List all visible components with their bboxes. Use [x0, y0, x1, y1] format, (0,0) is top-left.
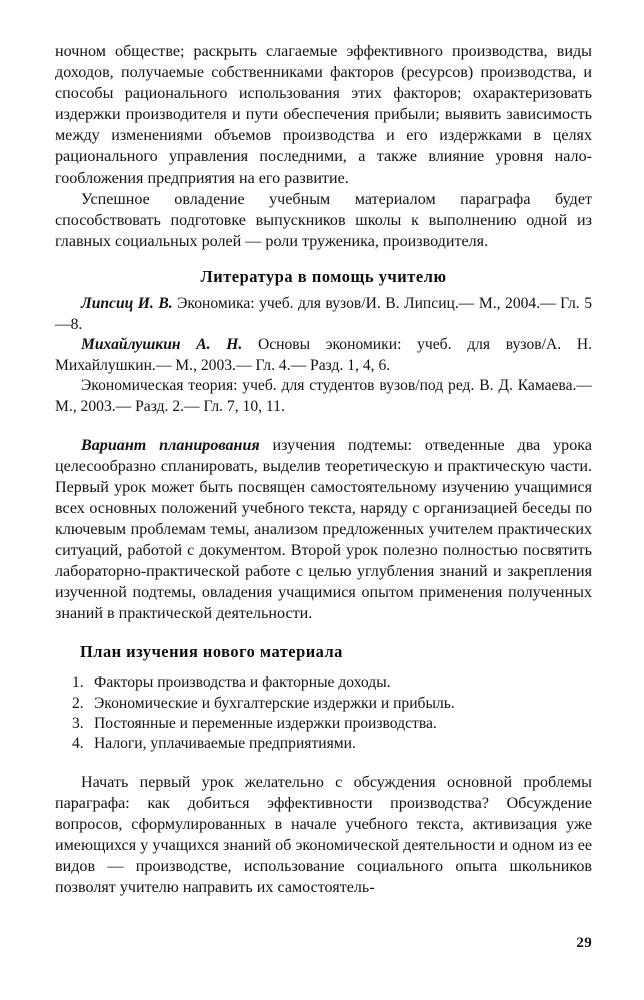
list-item-label: Постоянные и переменные издержки производства.	[94, 714, 437, 732]
list-item	[55, 694, 592, 714]
list-item-label: Экономические и бухгалтерские издержки и прибыль.	[94, 694, 455, 712]
list-item-number: 2.	[72, 694, 84, 712]
spacer-before-closing-paragraph	[55, 755, 592, 772]
list-item-number: 1.	[72, 674, 84, 692]
list-item-label: Налоги, уплачиваемые предприятиями.	[94, 735, 356, 753]
bibliography-author: Михайлушкин А. Н.	[81, 336, 243, 354]
heading-literature-for-teacher: Литература в помощь учителю	[200, 266, 447, 286]
plan-list	[55, 673, 592, 754]
paragraph-planning-variant	[55, 435, 592, 625]
list-item-label: Факторы производства и факторные доходы.	[94, 674, 391, 692]
page-text-column	[55, 41, 592, 898]
paragraph-successful-mastery: Успешное овладение учебным материалом параграфа будет способствовать подготовке выпускников школы к выполнению одной из главных социальных ролей — роли труженика, производителя.	[55, 190, 592, 250]
spacer-before-planning-paragraph	[55, 418, 592, 435]
list-item-number: 4.	[72, 735, 84, 753]
bibliography-details: Экономика: учеб. для вузов/И. В. Липсиц.— М., 2004.— Гл. 5—8.	[55, 294, 592, 333]
spacer-before-literature-heading	[55, 252, 592, 266]
spacer-before-plan-heading	[55, 624, 592, 641]
list-item	[55, 734, 592, 754]
spacer-after-literature-heading	[55, 287, 592, 294]
bibliography-details: Основы экономики: учеб. для вузов/А. Н. Михайлушкин.— М., 2003.— Гл. 4.— Разд. 1, 4, 6.	[55, 336, 592, 374]
planning-body-text: изучения подтемы: отведенные два урока целесообразно спланировать, выделив теоретическую и практическую части. Первый урок может быть посвящен самостоятельному изучению учащимися всех основных положений учебного текста, наряду с организацией беседы по ключевым проблемам темы, анализом предложенных учителем практических ситуаций, работой с документом. Второй урок полезно полностью посвятить лабораторно-практической работе с целью углубления знаний и закрепления изученной подтемы, овладения учащимися опытом применения полученных знаний в практической деятельности.	[55, 436, 592, 623]
bibliography-author: Липсиц И. В.	[81, 294, 173, 312]
bibliography-details: Экономическая теория: учеб. для студентов вузов/под ред. В. Д. Камаева.— М., 2003.— Разд. 2.— Гл. 7, 10, 11.	[55, 377, 592, 415]
spacer-after-plan-heading	[55, 662, 592, 673]
list-item-number: 3.	[72, 714, 84, 732]
page-number: 29	[576, 935, 592, 951]
planning-lead-in: Вариант планирования	[81, 436, 260, 454]
bibliography-entry	[55, 294, 592, 335]
bibliography-entry	[55, 335, 592, 376]
list-item	[55, 673, 592, 693]
bibliography-entry	[55, 376, 592, 417]
list-item	[55, 714, 592, 734]
paragraph-continued-from-previous-page: ночном обществе; раскрыть слагаемые эффективного производства, виды доходов, получаемые собственниками факторов (ресурсов) производства, и способы рационального использования этих факторов; охарактеризовать издержки производителя и пути обеспечения прибыли; выявить зависимость между изменениями объемов производства и его издержками в целях рационального управления последними, а также влияние уровня налогообложения предприятия на его развитие.	[55, 43, 592, 187]
paragraph-closing: Начать первый урок желательно с обсуждения основной проблемы параграфа: как добиться эффективности производства? Обсуждение вопросов, сформулированных в начале учебного текста, активизация уже имеющихся у учащихся знаний об экономической деятельности и одном из ее видов — производстве, использование социального опыта школьников позволят учителю направить их самостоятель-	[55, 773, 592, 896]
heading-plan-of-new-material: План изучения нового материала	[80, 642, 343, 662]
